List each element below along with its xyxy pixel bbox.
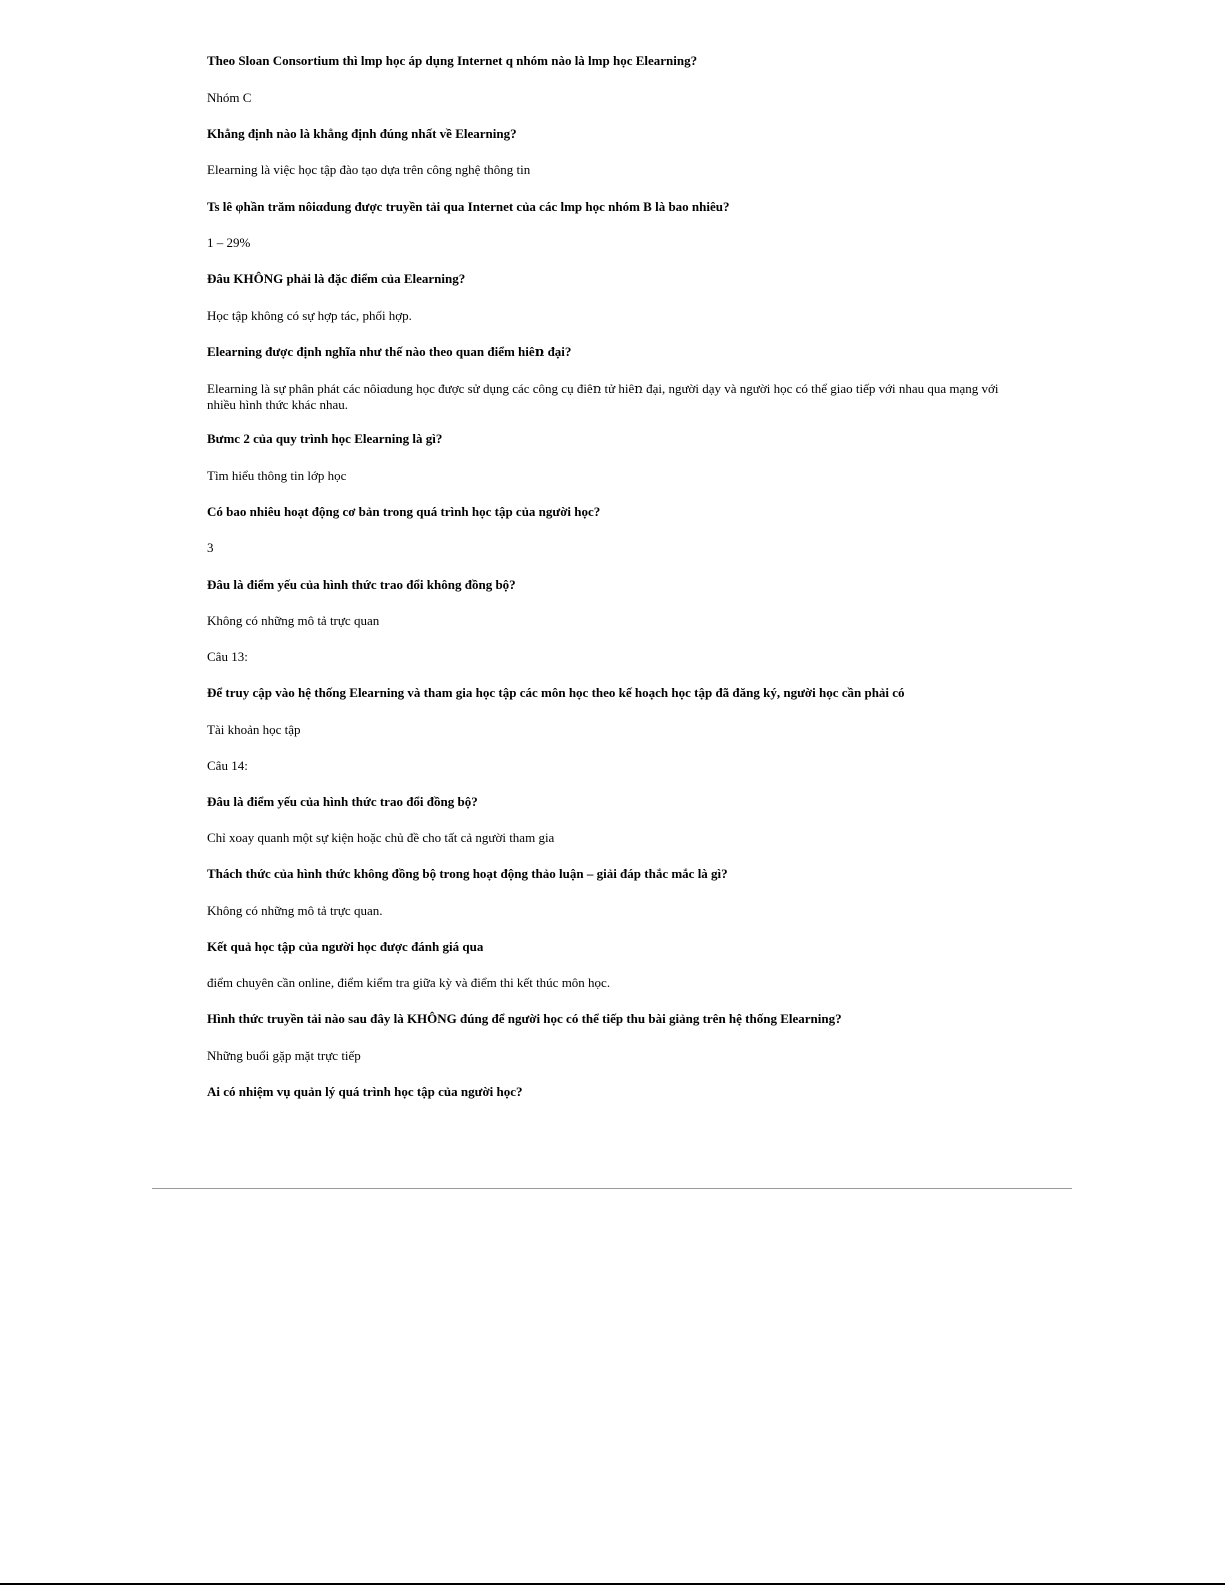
answer-text: Học tập không có sự hợp tác, phối hợp.: [207, 308, 412, 323]
answer-text: Nhóm C: [207, 90, 252, 105]
answer-text: Elearning là việc học tập đào tạo dựa trên công nghệ thông tin: [207, 162, 531, 177]
answer-text: Chỉ xoay quanh một sự kiện hoặc chủ đề cho tất cả người tham gia: [207, 830, 555, 845]
question-text: Ai có nhiệm vụ quản lý quá trình học tập của người học?: [207, 1084, 523, 1099]
question-number: Câu 13:: [207, 649, 248, 664]
question-number: Câu 14:: [207, 758, 248, 773]
answer-text: Không có những mô tả trực quan.: [207, 903, 383, 918]
question-text: Có bao nhiêu hoạt động cơ bản trong quá trình học tập của người học?: [207, 504, 601, 519]
answer-text: điểm chuyên cần online, điểm kiểm tra giữa kỳ và điểm thi kết thúc môn học.: [207, 975, 611, 990]
question-text: Kết quả học tập của người học được đánh giá qua: [207, 939, 484, 954]
question-text: Hình thức truyền tải nào sau đây là KHÔNG đúng để người học có thể tiếp thu bài giảng trên hệ thống Elearning?: [207, 1011, 842, 1026]
question-text: Thách thức của hình thức không đồng bộ trong hoạt động thảo luận – giải đáp thắc mắc là gì?: [207, 866, 728, 881]
answer-text: Không có những mô tả trực quan: [207, 613, 380, 628]
question-text: Để truy cập vào hệ thống Elearning và tham gia học tập các môn học theo kế hoạch học tập đã đăng ký, người học cần phải có: [207, 685, 905, 700]
question-text: Ts lê φhần trăm nôiαdung được truyền tải qua Internet của các lmp học nhóm B là bao nhiêu?: [207, 199, 730, 214]
answer-text: Tìm hiểu thông tin lớp học: [207, 468, 347, 483]
question-text: Đâu là điểm yếu của hình thức trao đổi không đồng bộ?: [207, 577, 516, 592]
question-text: Đâu là điểm yếu của hình thức trao đổi đồng bộ?: [207, 794, 478, 809]
answer-text: Những buổi gặp mặt trực tiếp: [207, 1048, 361, 1063]
answer-text: 3: [207, 540, 214, 555]
answer-text: Tài khoản học tập: [207, 722, 301, 737]
question-text: Bưmc 2 của quy trình học Elearning là gì?: [207, 431, 443, 446]
question-text: Đâu KHÔNG phải là đặc điểm của Elearning?: [207, 271, 466, 286]
question-text: Theo Sloan Consortium thì lmp học áp dụng Internet q nhóm nào là lmp học Elearning?: [207, 53, 698, 68]
page-divider: [152, 1188, 1072, 1189]
question-text: Khẳng định nào là khẳng định đúng nhất về Elearning?: [207, 126, 517, 141]
answer-text: 1 – 29%: [207, 235, 251, 250]
answer-text: Elearning là sự phân phát các nôiαdung học được sử dụng các công cụ điêռ tử hiêռ đại, người dạy và người học có thể giao tiếp với nhau qua mạng với nhiều hình thức khác nhau.: [207, 381, 999, 412]
question-text: Elearning được định nghĩa như thế nào theo quan điểm hiêռ đại?: [207, 344, 572, 359]
